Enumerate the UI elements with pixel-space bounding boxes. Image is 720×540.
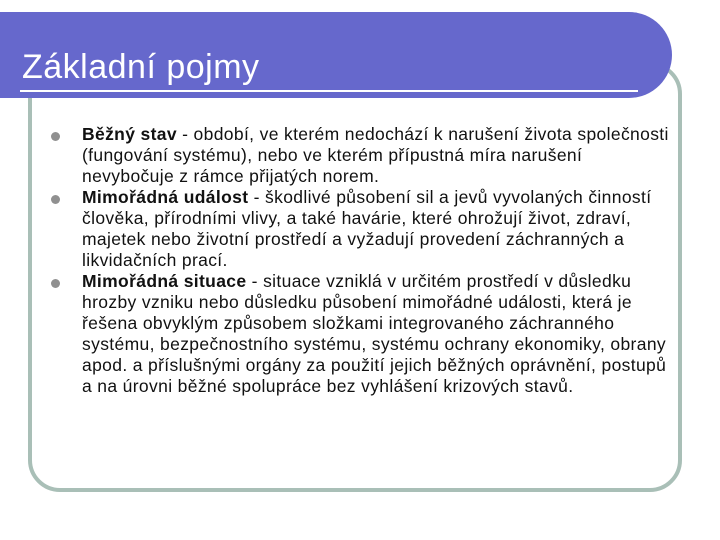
bullet-dot-icon <box>51 132 60 141</box>
bullet-dot-icon <box>51 195 60 204</box>
term-mimoradna-situace: Mimořádná situace <box>82 271 247 291</box>
slide-title: Základní pojmy <box>22 48 260 86</box>
bullet-dot-icon <box>51 279 60 288</box>
definition-text: - období, ve kterém nedochází k narušení života společnosti (fungování systému), nebo ve kterém přípustná míra narušení nevybočuje z rámce přijatých norem. <box>82 124 669 186</box>
list-item <box>58 271 678 397</box>
term-bezny-stav: Běžný stav <box>82 124 177 144</box>
definition-text: - škodlivé působení sil a jevů vyvolaných činností člověka, přírodními vlivy, a také havárie, které ohrožují život, zdraví, majetek nebo životní prostředí a vyžadují provedení záchranných a likvidačních prací. <box>82 187 652 270</box>
term-mimoradna-udalost: Mimořádná událost <box>82 187 249 207</box>
bullet-list <box>58 124 678 397</box>
list-item <box>58 124 678 187</box>
definition-text: - situace vzniklá v určitém prostředí v důsledku hrozby vzniku nebo důsledku působení mimořádné události, která je řešena obvyklým způsobem složkami integrovaného záchranného systému, bezpečnostního systému, systému ochrany ekonomiky, obrany apod. a příslušnými orgány za použití jejich běžných oprávnění, postupů a na úrovni běžné spolupráce bez vyhlášení krizových stavů. <box>82 271 667 396</box>
title-underline <box>20 90 638 92</box>
list-item <box>58 187 678 271</box>
